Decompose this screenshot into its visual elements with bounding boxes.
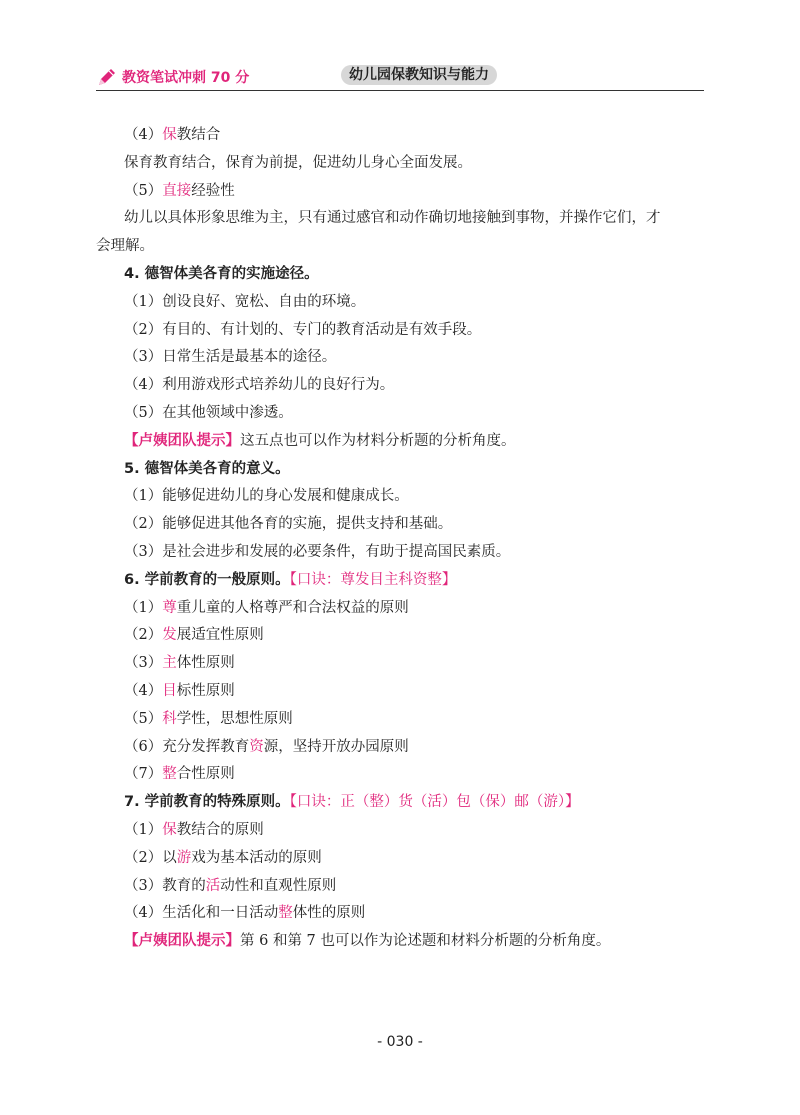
point-item: （5）直接经验性 [124, 182, 235, 199]
list-item: （1）保教结合的原则 [124, 821, 264, 838]
series-title: 教资笔试冲刺 70 分 [122, 70, 250, 86]
section-heading: 7. 学前教育的特殊原则。【口诀：正（整）货（活）包（保）邮（游）】 [124, 794, 580, 811]
list-item: （2）能够促进其他各育的实施，提供支持和基础。 [124, 516, 453, 533]
section-heading: 5. 德智体美各育的意义。 [124, 460, 290, 477]
list-item: （2）发展适宜性原则 [124, 627, 264, 644]
pencil-icon [96, 66, 118, 88]
book-title: 幼儿园保教知识与能力 [341, 65, 497, 85]
list-item: （2）以游戏为基本活动的原则 [124, 849, 322, 866]
list-item: （2）有目的、有计划的、专门的教育活动是有效手段。 [124, 321, 482, 338]
list-item: （4）生活化和一日活动整体性的原则 [124, 905, 366, 922]
page-number: - 030 - [377, 1034, 423, 1050]
section-heading: 4. 德智体美各育的实施途径。 [124, 265, 319, 282]
list-item: （4）利用游戏形式培养幼儿的良好行为。 [124, 377, 395, 394]
paragraph: 幼儿以具体形象思维为主，只有通过感官和动作确切地接触到事物，并操作它们，才 [124, 210, 661, 227]
list-item: （3）是社会进步和发展的必要条件，有助于提高国民素质。 [124, 543, 511, 560]
list-item: （5）在其他领域中渗透。 [124, 404, 293, 421]
section-heading: 6. 学前教育的一般原则。【口诀：尊发目主科资整】 [124, 571, 457, 588]
tip-label: 【卢姨团队提示】 [124, 432, 240, 449]
list-item: （6）充分发挥教育资源，坚持开放办园原则 [124, 738, 409, 755]
paragraph: 保育教育结合，保育为前提，促进幼儿身心全面发展。 [124, 154, 472, 171]
tip-note: 【卢姨团队提示】第 6 和第 7 也可以作为论述题和材料分析题的分析角度。 [124, 933, 611, 950]
list-item: （5）科学性，思想性原则 [124, 710, 293, 727]
list-item: （3）教育的活动性和直观性原则 [124, 877, 337, 894]
tip-label: 【卢姨团队提示】 [124, 933, 240, 950]
point-item: （4）保教结合 [124, 127, 221, 143]
page-header [96, 64, 704, 91]
list-item: （1）创设良好、宽松、自由的环境。 [124, 293, 366, 310]
page-content [96, 122, 708, 956]
list-item: （4）目标性原则 [124, 682, 235, 699]
list-item: （7）整合性原则 [124, 766, 235, 783]
list-item: （1）尊重儿童的人格尊严和合法权益的原则 [124, 599, 409, 616]
list-item: （3）日常生活是最基本的途径。 [124, 349, 337, 366]
tip-note: 【卢姨团队提示】这五点也可以作为材料分析题的分析角度。 [124, 432, 516, 449]
list-item: （3）主体性原则 [124, 655, 235, 672]
mnemonic: 【口诀：尊发目主科资整】 [289, 571, 457, 588]
mnemonic: 【口诀：正（整）货（活）包（保）邮（游）】 [289, 794, 580, 811]
list-item: （1）能够促进幼儿的身心发展和健康成长。 [124, 488, 409, 505]
paragraph-continued: 会理解。 [96, 238, 154, 255]
